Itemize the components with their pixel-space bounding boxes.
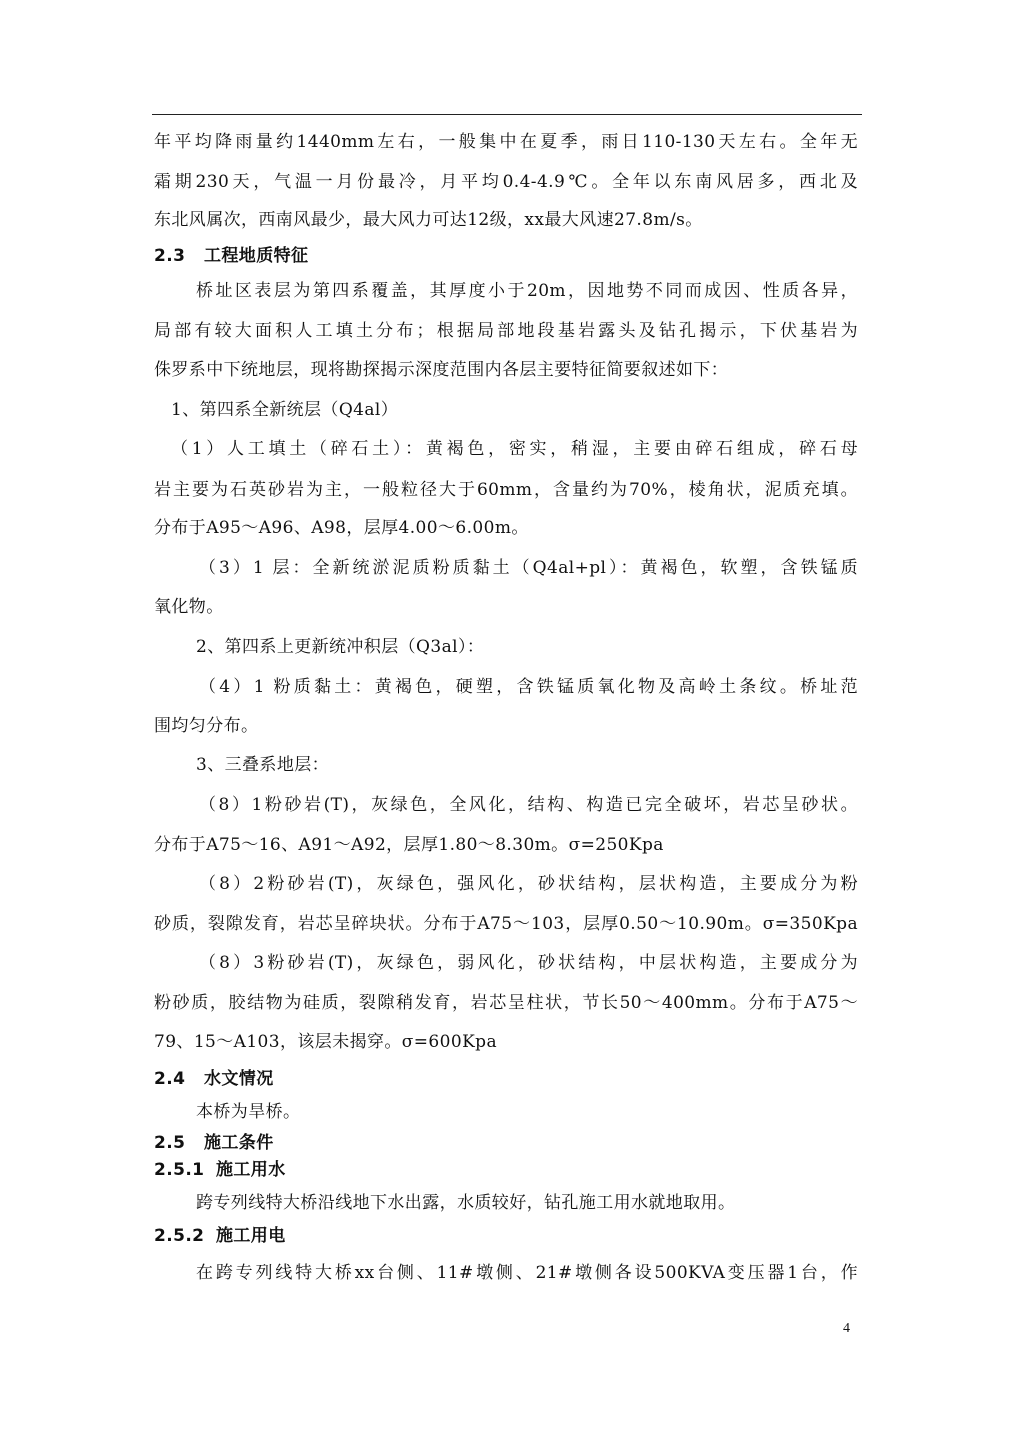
- text-line: 年平均降雨量约1440mm左右，一般集中在夏季，雨日110-130天左右。全年无: [154, 132, 858, 152]
- section-title: 水文情况: [204, 1069, 274, 1089]
- text-line: （1）人工填土（碎石土）：黄褐色，密实，稍湿，主要由碎石组成，碎石母: [171, 439, 858, 459]
- list-heading: 1、第四系全新统层（Q4al）: [171, 400, 399, 420]
- text-line: 79、15～A103，该层未揭穿。σ=600Kpa: [154, 1032, 498, 1052]
- header-rule: [152, 114, 862, 115]
- section-number: 2.5.1: [154, 1160, 205, 1180]
- section-title: 工程地质特征: [204, 246, 309, 266]
- section-title: 施工条件: [204, 1133, 274, 1153]
- text-line: 围均匀分布。: [154, 716, 259, 736]
- list-heading: 2、第四系上更新统冲积层（Q3al）：: [196, 637, 485, 657]
- text-line: 东北风属次，西南风最少，最大风力可达12级，xx最大风速27.8m/s。: [154, 210, 703, 230]
- text-line: （8）2粉砂岩(T)，灰绿色，强风化，砂状结构，层状构造，主要成分为粉: [199, 874, 858, 894]
- text-line: 本桥为旱桥。: [196, 1102, 301, 1122]
- text-line: （3）1 层：全新统淤泥质粉质黏土（Q4al+pl）：黄褐色，软塑，含铁锰质: [199, 558, 858, 578]
- section-number: 2.5: [154, 1133, 186, 1153]
- text-line: 分布于A95～A96、A98，层厚4.00～6.00m。: [154, 518, 529, 538]
- text-line: 岩主要为石英砂岩为主，一般粒径大于60mm，含量约为70%，棱角状，泥质充填。: [154, 480, 858, 500]
- text-line: （8）1粉砂岩(T)，灰绿色，全风化，结构、构造已完全破坏，岩芯呈砂状。: [199, 795, 858, 815]
- text-line: 侏罗系中下统地层，现将勘探揭示深度范围内各层主要特征简要叙述如下：: [154, 360, 729, 380]
- text-line: 跨专列线特大桥沿线地下水出露，水质较好，钻孔施工用水就地取用。: [196, 1193, 736, 1213]
- section-heading-2-3: [0, 236, 1012, 276]
- text-line: 桥址区表层为第四系覆盖，其厚度小于20m，因地势不同而成因、性质各异，: [196, 281, 858, 301]
- text-line: 氧化物。: [154, 597, 224, 617]
- section-title: 施工用电: [216, 1226, 286, 1246]
- text-line: 在跨专列线特大桥xx台侧、11#墩侧、21#墩侧各设500KVA变压器1台，作: [196, 1263, 858, 1283]
- section-number: 2.4: [154, 1069, 186, 1089]
- list-heading: 3、三叠系地层：: [196, 755, 330, 775]
- text-line: 分布于A75～16、A91～A92，层厚1.80～8.30m。σ=250Kpa: [154, 835, 664, 855]
- text-line: 粉砂质，胶结物为硅质，裂隙稍发育，岩芯呈柱状，节长50～400mm。分布于A75～: [154, 993, 858, 1013]
- text-line: （8）3粉砂岩(T)，灰绿色，弱风化，砂状结构，中层状构造，主要成分为: [199, 953, 858, 973]
- section-number: 2.3: [154, 246, 186, 266]
- page-number: 4: [843, 1321, 850, 1336]
- section-title: 施工用水: [216, 1160, 286, 1180]
- text-line: （4）1 粉质黏土：黄褐色，硬塑，含铁锰质氧化物及高岭土条纹。桥址范: [199, 677, 858, 697]
- text-line: 霜期230天，气温一月份最冷，月平均0.4-4.9℃。全年以东南风居多，西北及: [154, 172, 858, 192]
- text-line: 砂质，裂隙发育，岩芯呈碎块状。分布于A75～103，层厚0.50～10.90m。σ=350Kpa: [154, 914, 858, 934]
- section-number: 2.5.2: [154, 1226, 205, 1246]
- section-heading-2-5-2: [0, 1216, 1012, 1256]
- text-line: 局部有较大面积人工填土分布；根据局部地段基岩露头及钻孔揭示，下伏基岩为: [154, 321, 858, 341]
